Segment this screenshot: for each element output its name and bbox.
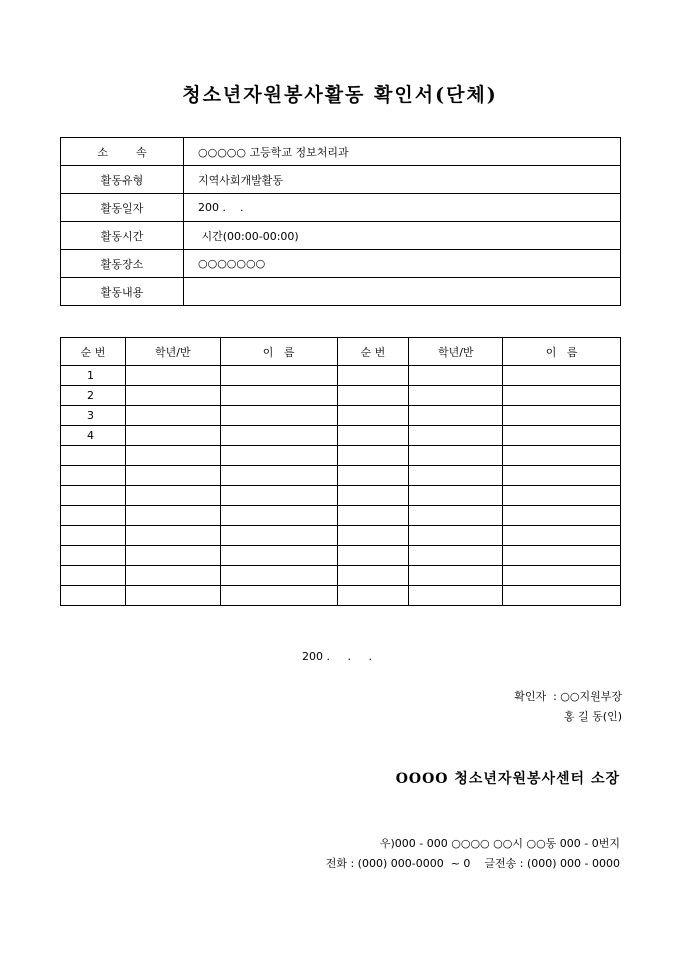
table-cell <box>125 446 220 466</box>
table-cell <box>409 426 503 446</box>
table-cell <box>503 566 621 586</box>
table-cell <box>409 546 503 566</box>
issue-date: 200 . . . <box>302 650 372 663</box>
table-cell <box>61 526 126 546</box>
table-row <box>61 506 621 526</box>
table-cell <box>220 566 337 586</box>
info-value: ○○○○○○○ <box>184 250 621 278</box>
table-cell <box>125 566 220 586</box>
table-cell <box>61 586 126 606</box>
table-cell <box>125 526 220 546</box>
table-cell <box>409 506 503 526</box>
center-director: OOOO 청소년자원봉사센터 소장 <box>395 771 620 787</box>
table-cell: 2 <box>61 386 126 406</box>
table-row <box>61 526 621 546</box>
info-row-affiliation <box>61 138 621 166</box>
column-header: 이 름 <box>220 338 337 366</box>
table-cell <box>125 406 220 426</box>
table-cell <box>503 426 621 446</box>
table-cell <box>61 486 126 506</box>
roster-table <box>60 337 621 606</box>
info-value: 지역사회개발활동 <box>184 166 621 194</box>
table-cell <box>125 366 220 386</box>
table-cell <box>337 386 409 406</box>
table-cell <box>337 446 409 466</box>
table-cell <box>337 466 409 486</box>
column-header: 학년/반 <box>125 338 220 366</box>
table-cell <box>409 466 503 486</box>
confirmer-block <box>514 687 622 727</box>
info-label: 활동유형 <box>61 166 184 194</box>
table-cell <box>220 366 337 386</box>
table-cell <box>220 446 337 466</box>
table-cell <box>503 486 621 506</box>
table-cell <box>220 486 337 506</box>
table-cell <box>409 386 503 406</box>
table-row <box>61 366 621 386</box>
table-cell: 4 <box>61 426 126 446</box>
table-cell <box>337 566 409 586</box>
info-value: 200 . . <box>184 194 621 222</box>
table-cell <box>220 526 337 546</box>
info-label: 활동시간 <box>61 222 184 250</box>
table-cell <box>220 426 337 446</box>
table-cell <box>503 466 621 486</box>
table-cell <box>409 406 503 426</box>
phone-fax: 전화 : (000) 000-0000 ~ 0 글전송 : (000) 000 - 0000 <box>325 857 620 870</box>
address-block <box>326 834 620 874</box>
table-cell <box>409 526 503 546</box>
table-cell <box>125 546 220 566</box>
column-header: 순 번 <box>337 338 409 366</box>
info-row-activity-content <box>61 278 621 306</box>
confirmer-name: 홍 길 동(인) <box>563 710 622 723</box>
table-cell <box>125 386 220 406</box>
table-cell <box>337 366 409 386</box>
table-row <box>61 406 621 426</box>
table-cell <box>125 586 220 606</box>
table-cell <box>337 426 409 446</box>
info-value <box>184 278 621 306</box>
table-cell <box>503 386 621 406</box>
column-header: 이 름 <box>503 338 621 366</box>
table-cell <box>61 466 126 486</box>
info-value: 시간(00:00-00:00) <box>184 222 621 250</box>
table-cell <box>409 566 503 586</box>
table-cell <box>337 526 409 546</box>
table-cell <box>220 466 337 486</box>
table-row <box>61 466 621 486</box>
table-cell <box>503 586 621 606</box>
table-cell <box>337 546 409 566</box>
table-cell <box>503 446 621 466</box>
confirmer-title: 확인자 : ○○지원부장 <box>514 690 622 703</box>
table-cell <box>337 486 409 506</box>
table-row <box>61 546 621 566</box>
table-cell <box>337 586 409 606</box>
info-label: 활동내용 <box>61 278 184 306</box>
table-cell <box>503 546 621 566</box>
table-row <box>61 426 621 446</box>
info-value: ○○○○○ 고등학교 정보처리과 <box>184 138 621 166</box>
table-cell <box>337 506 409 526</box>
table-cell <box>503 366 621 386</box>
info-row-activity-type <box>61 166 621 194</box>
table-cell <box>125 466 220 486</box>
table-cell <box>409 446 503 466</box>
table-row <box>61 486 621 506</box>
table-cell <box>125 486 220 506</box>
info-label: 활동일자 <box>61 194 184 222</box>
table-cell: 3 <box>61 406 126 426</box>
table-cell <box>220 586 337 606</box>
table-row <box>61 386 621 406</box>
table-cell <box>503 506 621 526</box>
table-row <box>61 446 621 466</box>
table-cell: 1 <box>61 366 126 386</box>
column-header: 순 번 <box>61 338 126 366</box>
info-row-activity-place <box>61 250 621 278</box>
column-header: 학년/반 <box>409 338 503 366</box>
table-cell <box>220 546 337 566</box>
table-cell <box>337 406 409 426</box>
info-table <box>60 137 621 306</box>
postal-address: 우)000 - 000 ○○○○ ○○시 ○○동 000 - 0번지 <box>379 837 620 850</box>
info-row-activity-time <box>61 222 621 250</box>
table-cell <box>220 506 337 526</box>
table-cell <box>503 406 621 426</box>
table-cell <box>61 506 126 526</box>
table-cell <box>61 546 126 566</box>
info-label: 소 속 <box>61 138 184 166</box>
table-cell <box>409 586 503 606</box>
info-label: 활동장소 <box>61 250 184 278</box>
table-cell <box>125 506 220 526</box>
table-cell <box>125 426 220 446</box>
table-cell <box>220 386 337 406</box>
table-cell <box>409 366 503 386</box>
table-row <box>61 586 621 606</box>
document-title: 청소년자원봉사활동 확인서(단체) <box>182 84 498 106</box>
table-cell <box>61 446 126 466</box>
table-cell <box>503 526 621 546</box>
roster-header-row <box>61 338 621 366</box>
table-row <box>61 566 621 586</box>
table-cell <box>61 566 126 586</box>
table-cell <box>409 486 503 506</box>
info-row-activity-date <box>61 194 621 222</box>
table-cell <box>220 406 337 426</box>
